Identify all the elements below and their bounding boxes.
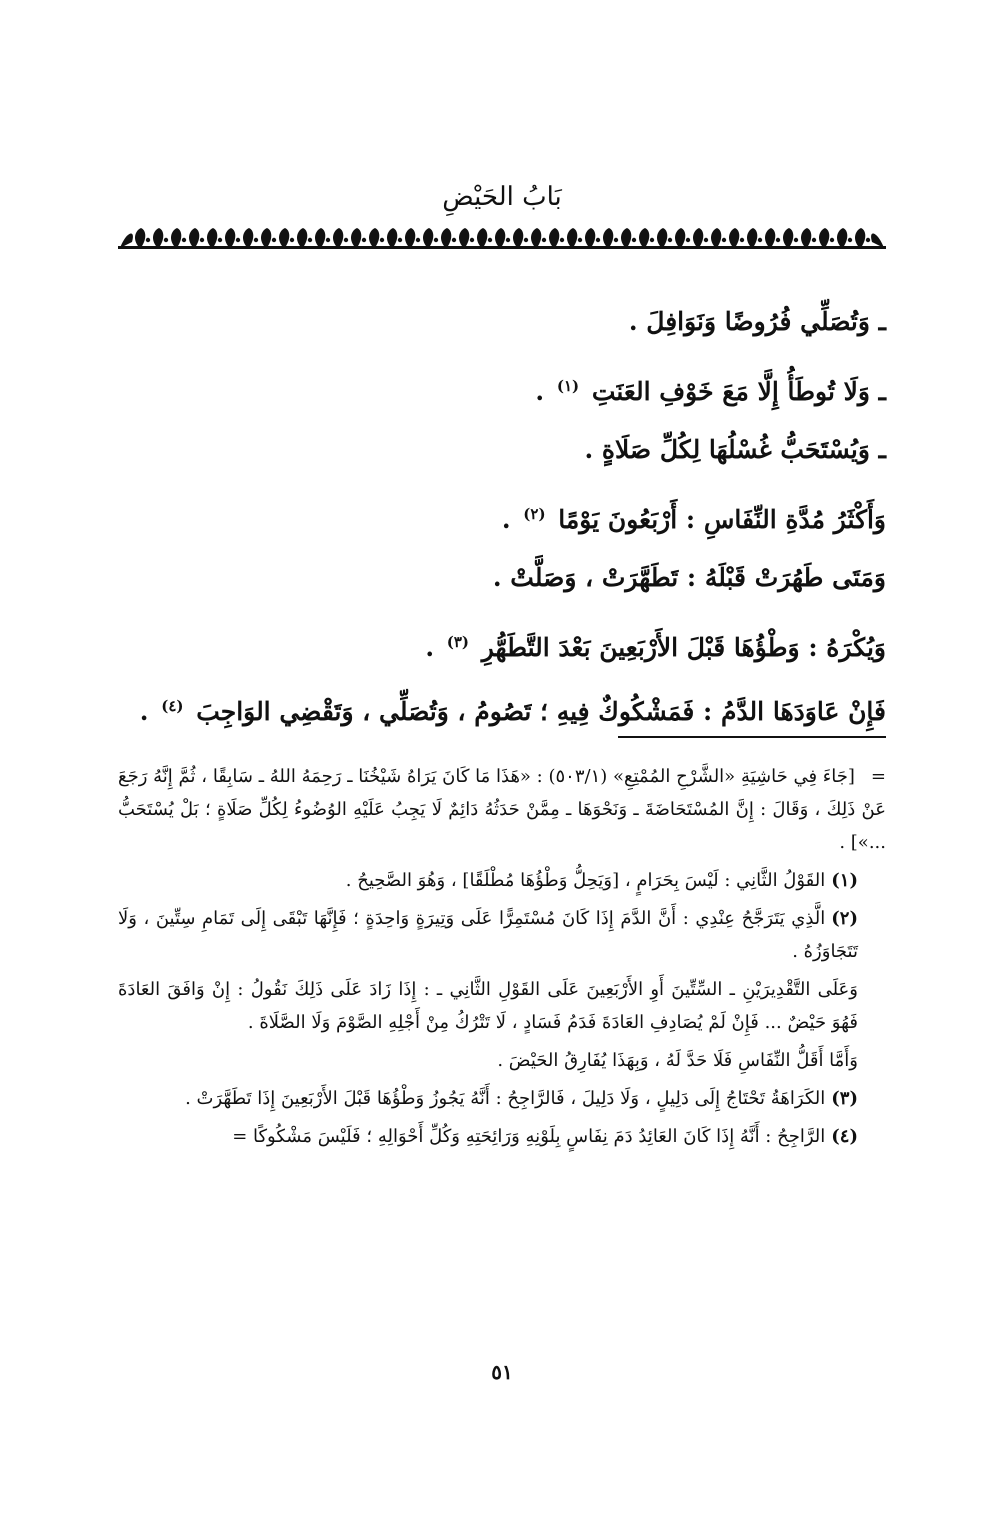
footnote-ref[interactable]: (٣): [446, 633, 470, 651]
footnote-continuation: =[جَاءَ فِي حَاشِيَةِ «الشَّرْحِ المُمْتِعِ» (٥٠٣/١) : «هَذَا مَا كَانَ يَرَاهُ شَيْخُنَا ـ رَحِمَهُ اللهُ ـ سَابِقًا ، ثُمَّ إِنَّهُ رَجَعَ عَنْ ذَلِكَ ، وَقَالَ : إِنَّ المُسْتَحَاضَةَ ـ وَنَحْوَهَا ـ مِمَّنْ حَدَثُهُ دَائِمٌ لَا يَجِبُ عَلَيْهِ الوُضُوءُ لِكُلِّ صَلَاةٍ ؛ بَلْ يُسْتَحَبُّ ...»] .: [118, 766, 886, 853]
ornament-pattern: [118, 228, 886, 249]
footnote-2-paragraph: وَعَلَى التَّقْدِيرَيْنِ ـ السِّتِّينَ أَوِ الأَرْبَعِينَ عَلَى القَوْلِ الثَّانِي ـ : إِذَا زَادَ عَلَى ذَلِكَ نَقُولُ : إِنْ وَافَقَ العَادَةَ فَهُوَ حَيْضٌ ... فَإِنْ لَمْ يُصَادِفِ العَادَةَ فَدَمُ فَسَادٍ ، لَا تَتْرُكُ مِنْ أَجْلِهِ الصَّوْمَ وَلَا الصَّلَاةَ .: [118, 979, 858, 1033]
footnote-ref[interactable]: (١): [556, 377, 580, 395]
footnote-number: (٣): [831, 1088, 858, 1109]
footnote-number: (١): [831, 870, 858, 891]
footnote-number: (٤): [831, 1126, 858, 1147]
main-line: ـ وَيُسْتَحَبُّ غُسْلُهَا لِكُلِّ صَلَاةٍ .: [584, 435, 886, 464]
main-line: فَإِنْ عَاوَدَهَا الدَّمُ : فَمَشْكُوكٌ فِيهِ ؛ تَصُومُ ، وَتُصَلِّي ، وَتَقْضِي الوَاجِبَ $^{(٤)}$ .: [139, 697, 886, 726]
main-text: [118, 290, 886, 738]
ornamental-border: [118, 222, 886, 256]
footnote-2: (٢)الَّذِي يَتَرَجَّحُ عِنْدِي : أَنَّ الدَّمَ إِذَا كَانَ مُسْتَمِرًّا عَلَى وَتِيرَةٍ وَاحِدَةٍ ؛ فَإِنَّهَا تَبْقَى إِلَى تَمَامِ سِتِّينَ ، وَلَا تَتَجَاوَزُهُ .: [118, 908, 858, 962]
footnote-ref[interactable]: (٢): [523, 505, 546, 523]
main-line: وَيُكْرَهُ : وَطْؤُهَا قَبْلَ الأَرْبَعِينَ بَعْدَ التَّطَهُّرِ $^{(٣)}$ .: [425, 633, 886, 662]
main-line: ـ وَلَا تُوطَأُ إِلَّا مَعَ خَوْفِ العَنَتِ $^{(١)}$ .: [535, 377, 886, 406]
footnote-4: (٤)الرَّاجِحُ : أَنَّهُ إِذَا كَانَ العَائِدُ دَمَ نِفَاسٍ بِلَوْنِهِ وَرَائِحَتِهِ وَكُلِّ أَحْوَالِهِ ؛ فَلَيْسَ مَشْكُوكًا =: [232, 1126, 858, 1147]
footnote-1: (١)القَوْلُ الثَّانِي : لَيْسَ بِحَرَامٍ ، [وَيَحِلُّ وَطْؤُهَا مُطْلَقًا] ، وَهُوَ الصَّحِيحُ .: [345, 870, 858, 891]
footnote-separator: [618, 736, 886, 738]
footnote-number: (٢): [831, 908, 858, 929]
footnote-ref[interactable]: (٤): [161, 697, 184, 715]
main-line: ـ وَتُصَلِّي فُرُوضًا وَنَوَافِلَ .: [628, 307, 886, 336]
footnote-3: (٣)الكَرَاهَةُ تَحْتَاجُ إِلَى دَلِيلٍ ، وَلَا دَلِيلَ ، فَالرَّاجِحُ : أَنَّهُ يَجُوزُ وَطْؤُهَا قَبْلَ الأَرْبَعِينَ إِذَا تَطَهَّرَتْ .: [185, 1088, 858, 1109]
continuation-marker: =: [870, 766, 886, 787]
main-line: وَأَكْثَرُ مُدَّةِ النِّفَاسِ : أَرْبَعُونَ يَوْمًا $^{(٢)}$ .: [501, 505, 886, 534]
page-number: ٥١: [491, 1360, 513, 1384]
main-line: وَمَتَى طَهُرَتْ قَبْلَهُ : تَطَهَّرَتْ ، وَصَلَّتْ .: [492, 563, 886, 592]
footnotes: [118, 760, 886, 1158]
footnote-2-paragraph: وَأَمَّا أَقَلُّ النِّفَاسِ فَلَا حَدَّ لَهُ ، وَبِهَذَا يُفَارِقُ الحَيْضَ .: [497, 1050, 858, 1071]
chapter-title: بَابُ الحَيْضِ: [442, 182, 562, 212]
